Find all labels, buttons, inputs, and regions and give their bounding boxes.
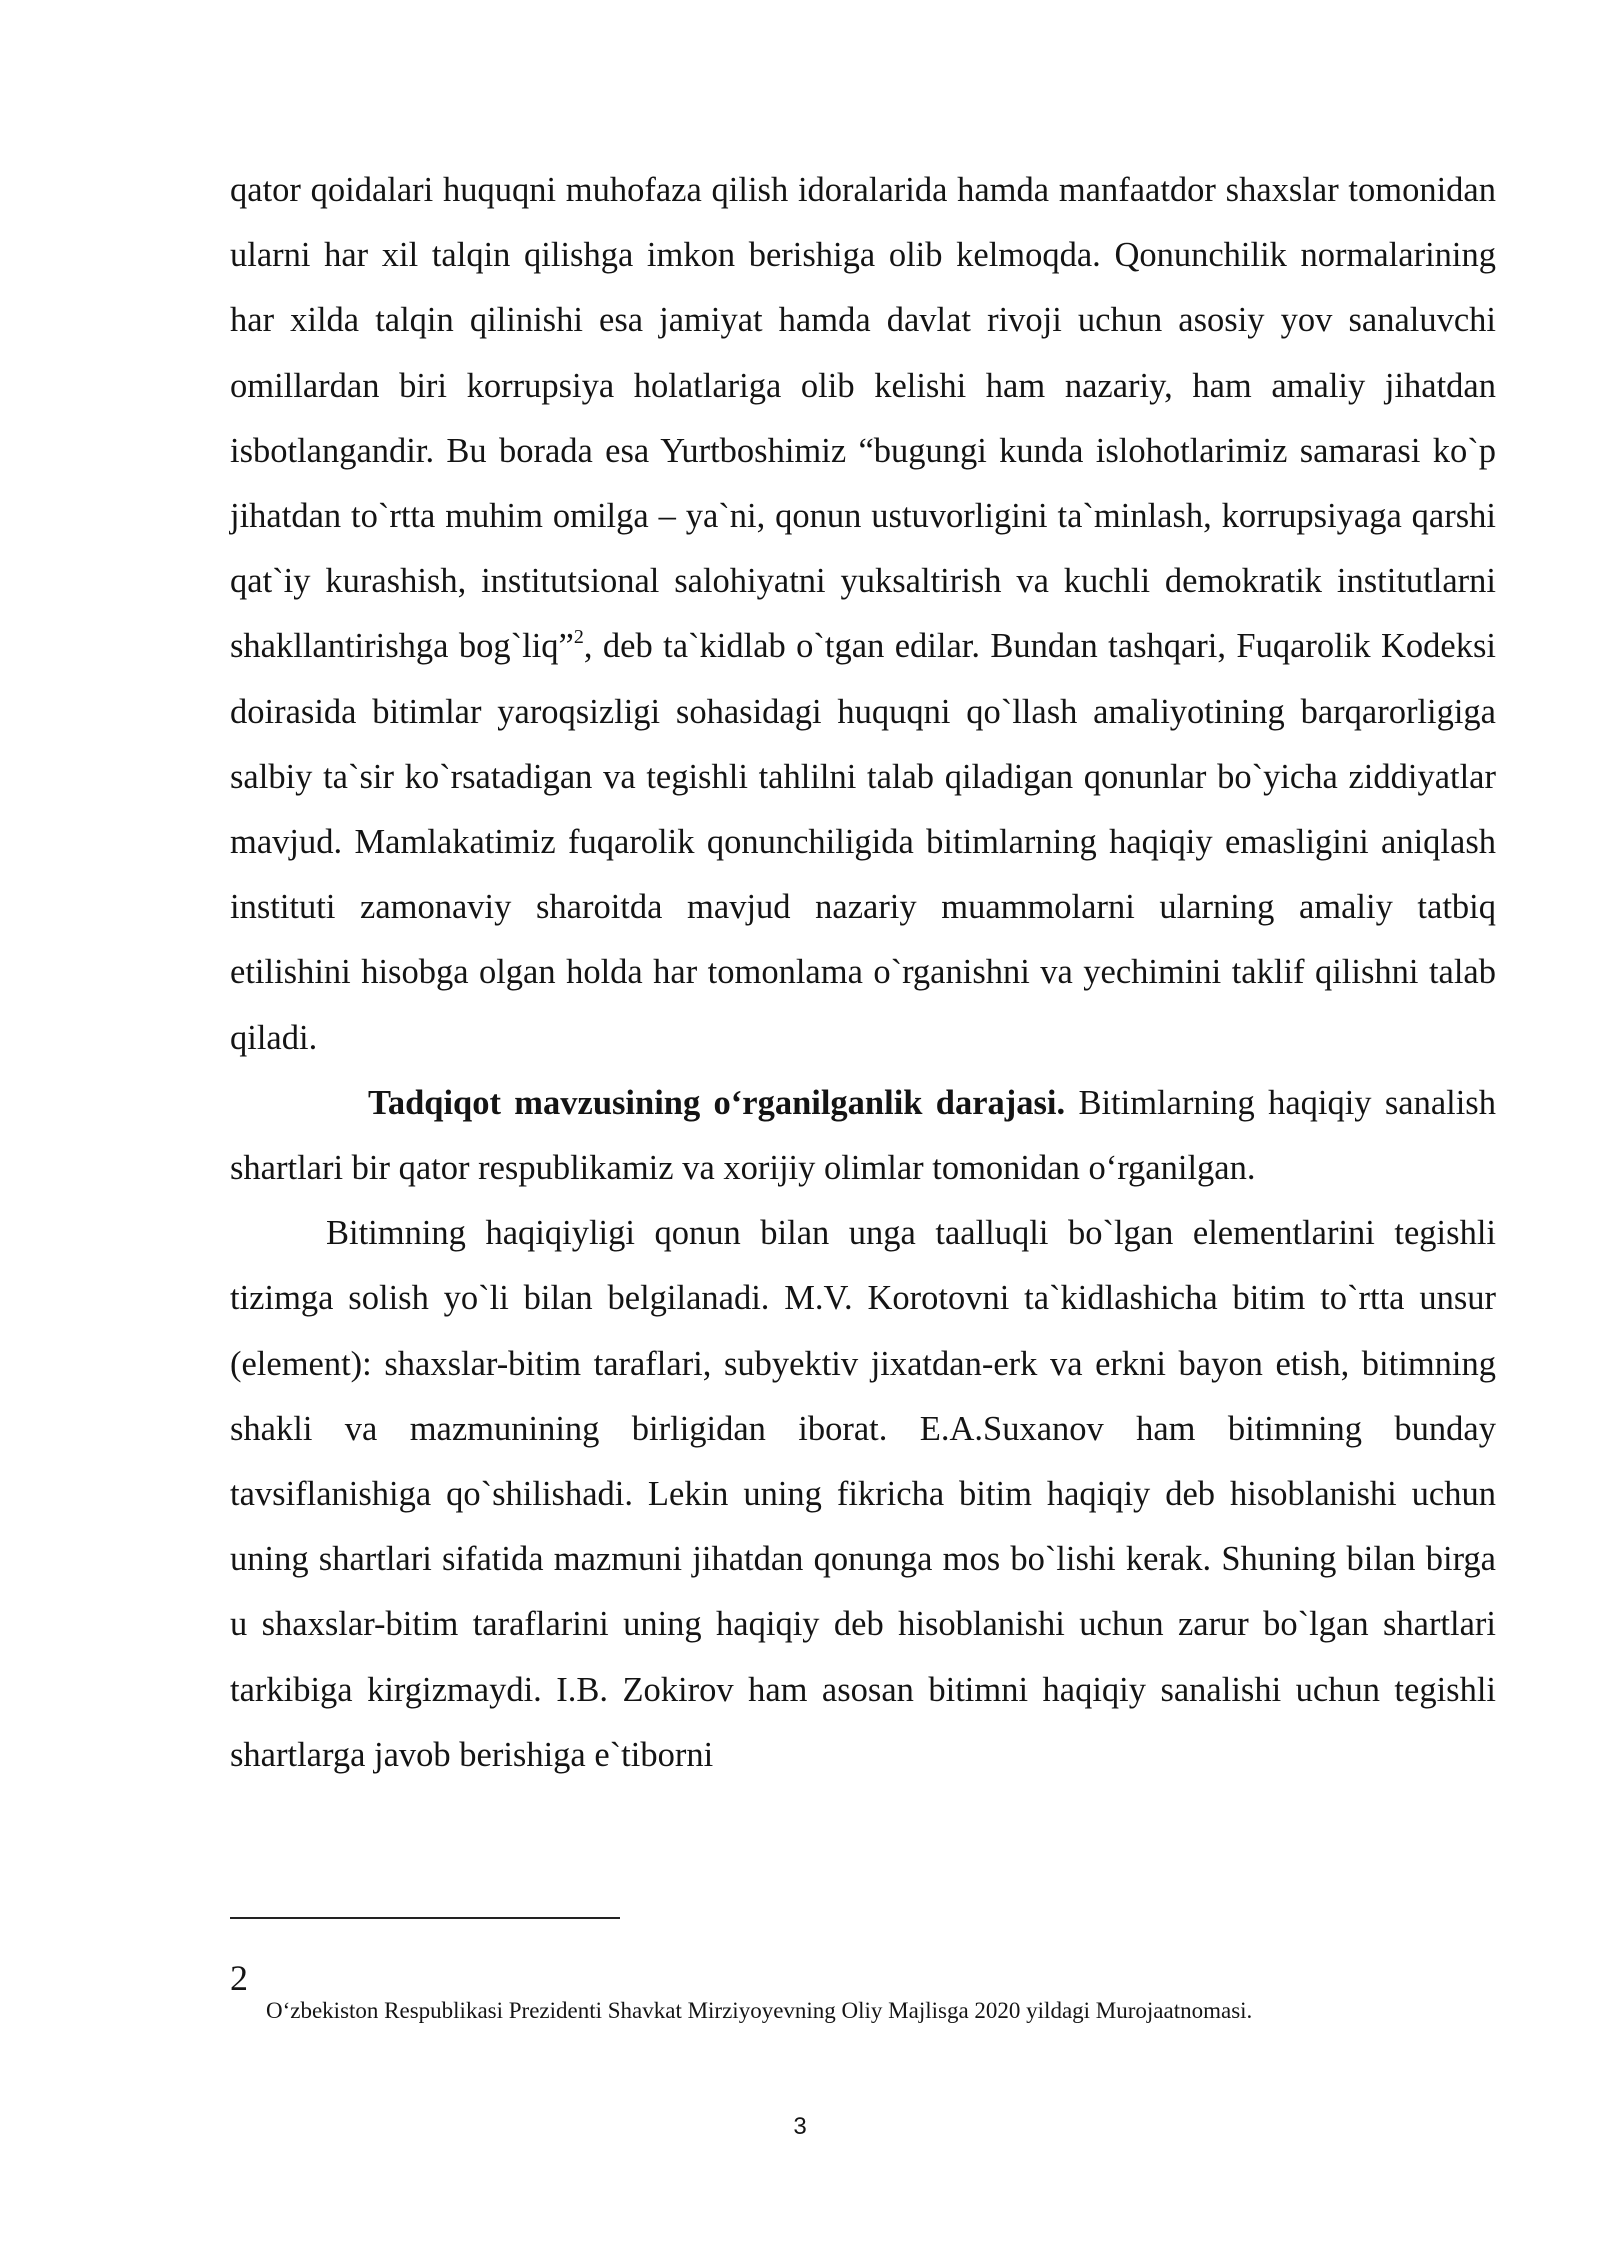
section-heading: Tadqiqot mavzusining o‘rganilganlik darajasi. [368, 1083, 1066, 1122]
footnote-text: O‘zbekiston Respublikasi Prezidenti Shavkat Mirziyoyevning Oliy Majlisga 2020 yildagi Murojaatnomasi. [266, 1998, 1253, 2023]
body-text [230, 158, 1496, 1788]
paragraph-intro-text: qator qoidalari huquqni muhofaza qilish idoralarida hamda manfaatdor shaxslar tomonidan ularni har xil talqin qilishga imkon berishiga olib kelmoqda. Qonunchilik normalarining har xilda talqin qilinishi esa jamiyat hamda davlat rivoji uchun asosiy yov sanaluvchi omillardan biri korrupsiya holatlariga olib kelishi ham nazariy, ham amaliy jihatdan isbotlangandir. Bu borada esa Yurtboshimiz “bugungi kunda islohotlarimiz samarasi ko`p jihatdan to`rtta muhim omilga – ya`ni, qonun ustuvorligini ta`minlash, korrupsiyaga qarshi qat`iy kurashish, institutsional salohiyatni yuksaltirish va kuchli demokratik institutlarni shakllantirishga bog`liq” [230, 171, 1496, 666]
paragraph-research-degree [230, 1071, 1496, 1201]
footnote-reference: 2 [573, 626, 584, 649]
paragraph-research-degree-text: Bitimlarning haqiqiy sanalish shartlari bir qator respublikamiz va xorijiy olimlar tomonidan o‘rganilgan. [230, 1083, 1496, 1188]
paragraph-validity: Bitimning haqiqiyligi qonun bilan unga taalluqli bo`lgan elementlarini tegishli tizimga solish yo`li bilan belgilanadi. M.V. Korotovni ta`kidlashicha bitim to`rtta unsur (element): shaxslar-bitim taraflari, subyektiv jixatdan-erk va erkni bayon etish, bitimning shakli va mazmunining birligidan iborat. E.A.Suxanov ham bitimning bunday tavsiflanishiga qo`shilishadi. Lekin uning fikricha bitim haqiqiy deb hisoblanishi uchun uning shartlari sifatida mazmuni jihatdan qonunga mos bo`lishi kerak. Shuning bilan birga u shaxslar-bitim taraflarini uning haqiqiy deb hisoblanishi uchun zarur bo`lgan shartlari tarkibiga kirgizmaydi. I.B. Zokirov ham asosan bitimni haqiqiy sanalishi uchun tegishli shartlarga javob berishiga e`tiborni [230, 1214, 1496, 1774]
footnote-separator [230, 1917, 620, 1919]
paragraph-intro-continuation: , deb ta`kidlab o`tgan edilar. Bundan tashqari, Fuqarolik Kodeksi doirasida bitimlar yaroqsizligi sohasidagi huquqni qo`llash amaliyotining barqarorligiga salbiy ta`sir ko`rsatadigan va tegishli tahlilni talab qiladigan qonunlar bo`yicha ziddiyatlar mavjud. Mamlakatimiz fuqarolik qonunchiligida bitimlarning haqiqiy emasligini aniqlash instituti zamonaviy sharoitda mavjud nazariy muammolarni ularning amaliy tatbiq etilishini hisobga olgan holda har tomonlama o`rganishni va yechimini taklif qilishni talab qiladi. [230, 627, 1496, 1057]
page-number: 3 [793, 2113, 807, 2140]
paragraph-intro [230, 158, 1496, 1071]
footnote-number: 2 [230, 1958, 248, 1998]
